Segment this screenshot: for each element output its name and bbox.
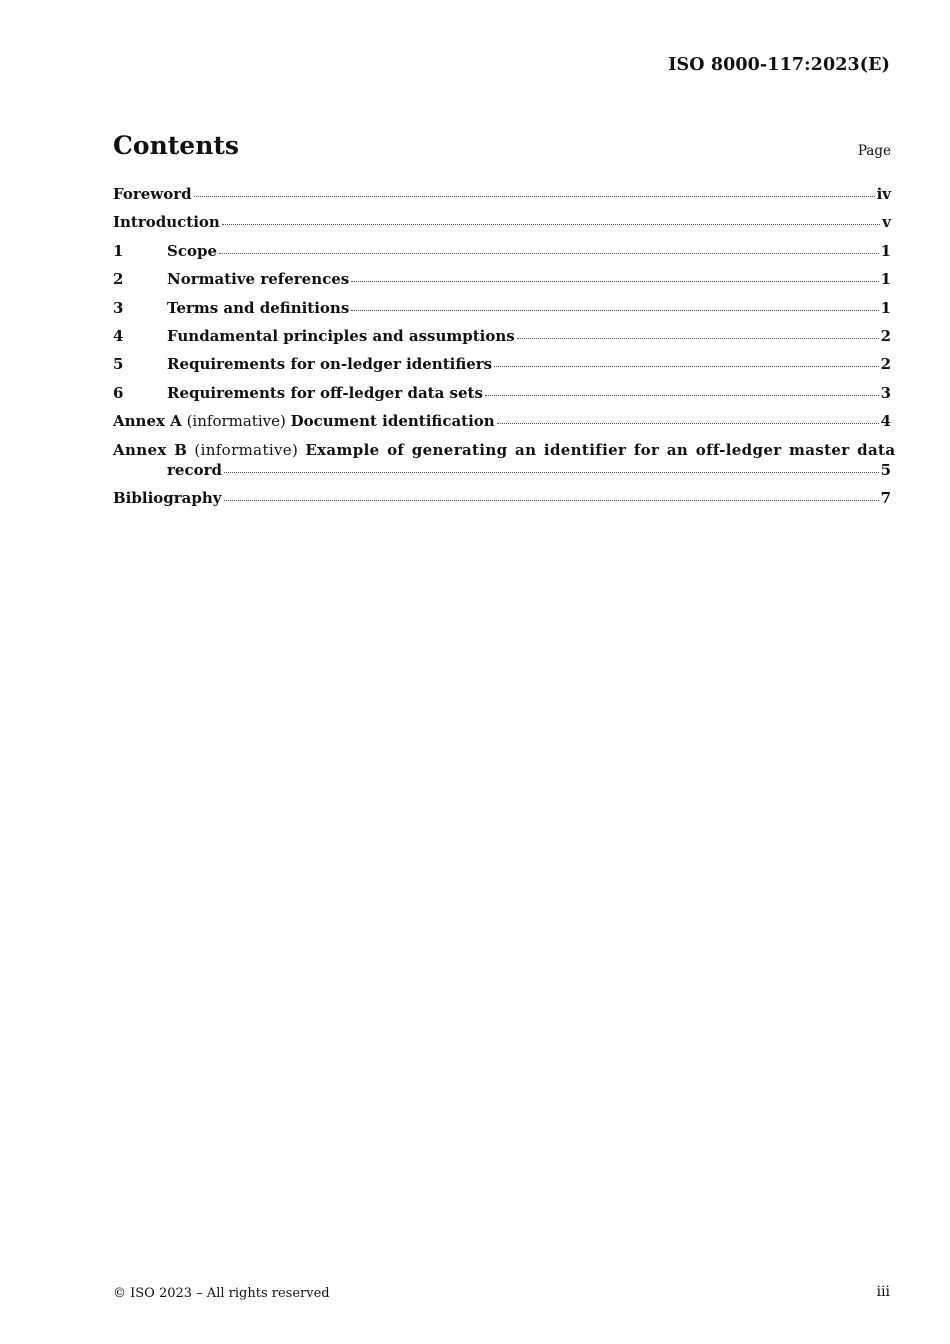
toc-entry-label: Requirements for on-ledger identifiers [167,355,493,374]
page-number: iii [876,1284,890,1300]
dot-leader [224,472,879,473]
dot-leader [224,500,879,501]
toc-entry-annex-b[interactable] [113,440,896,480]
toc-entry-label: Terms and definitions [167,298,350,317]
page-column-label: Page [857,143,891,159]
toc-entry-label: Requirements for off-ledger data sets [167,383,483,402]
toc-entry-label: Foreword [113,185,192,203]
toc-entry-foreword[interactable] [113,184,891,204]
toc-entry-clause-4[interactable] [113,326,891,346]
toc-entry-bibliography[interactable] [113,488,891,508]
annex-title: Document identification [290,412,495,431]
dot-leader [497,423,879,424]
dot-leader [485,395,879,396]
dot-leader [517,338,879,339]
toc-entry-clause-5[interactable] [113,354,891,374]
toc-entry-clause-6[interactable] [113,383,891,403]
toc-entry-annex-a[interactable] [113,411,891,431]
toc-entry-page: 4 [880,412,891,431]
document-identifier: ISO 8000-117:2023(E) [668,55,890,75]
copyright-notice: © ISO 2023 – All rights reserved [113,1286,330,1301]
annex-name: Annex B [113,440,188,459]
toc-entry-page: v [882,213,891,232]
toc-entry-clause-3[interactable] [113,298,891,318]
clause-number: 6 [113,383,124,402]
toc-entry-page: iv [876,185,891,203]
toc-entry-label: Scope [167,241,218,260]
toc-entry-clause-1[interactable] [113,241,891,261]
contents-title: Contents [113,131,240,160]
toc-entry-label: Bibliography [113,488,222,507]
toc-entry-introduction[interactable] [113,212,891,232]
toc-entry-page: 1 [880,241,891,260]
toc-entry-page: 3 [880,383,891,402]
table-of-contents [113,184,896,516]
toc-entry-label: Fundamental principles and assumptions [167,326,515,345]
toc-entry-page: 7 [880,488,891,507]
dot-leader [222,224,880,225]
annex-type: (informative) [186,412,286,431]
toc-entry-page: 1 [880,270,891,289]
annex-title-line-2: record [167,460,222,479]
clause-number: 3 [113,298,124,317]
dot-leader [219,253,879,254]
toc-entry-label: Introduction [113,213,220,232]
dot-leader [494,366,878,367]
toc-entry-page: 2 [880,355,891,374]
toc-entry-page: 1 [880,298,891,317]
toc-entry-clause-2[interactable] [113,269,891,289]
dot-leader [351,281,878,282]
clause-number: 5 [113,355,124,374]
clause-number: 2 [113,270,124,289]
annex-name: Annex A [113,412,182,431]
toc-entry-label: Normative references [167,270,350,289]
dot-leader [194,196,875,197]
clause-number: 4 [113,326,124,345]
annex-title-line-1: Example of generating an identifier for an off-ledger master data [305,440,896,459]
toc-entry-page: 2 [880,326,891,345]
contents-header [113,131,891,165]
toc-entry-page: 5 [880,460,891,479]
dot-leader [351,310,878,311]
annex-type: (informative) [194,440,299,459]
clause-number: 1 [113,241,124,260]
